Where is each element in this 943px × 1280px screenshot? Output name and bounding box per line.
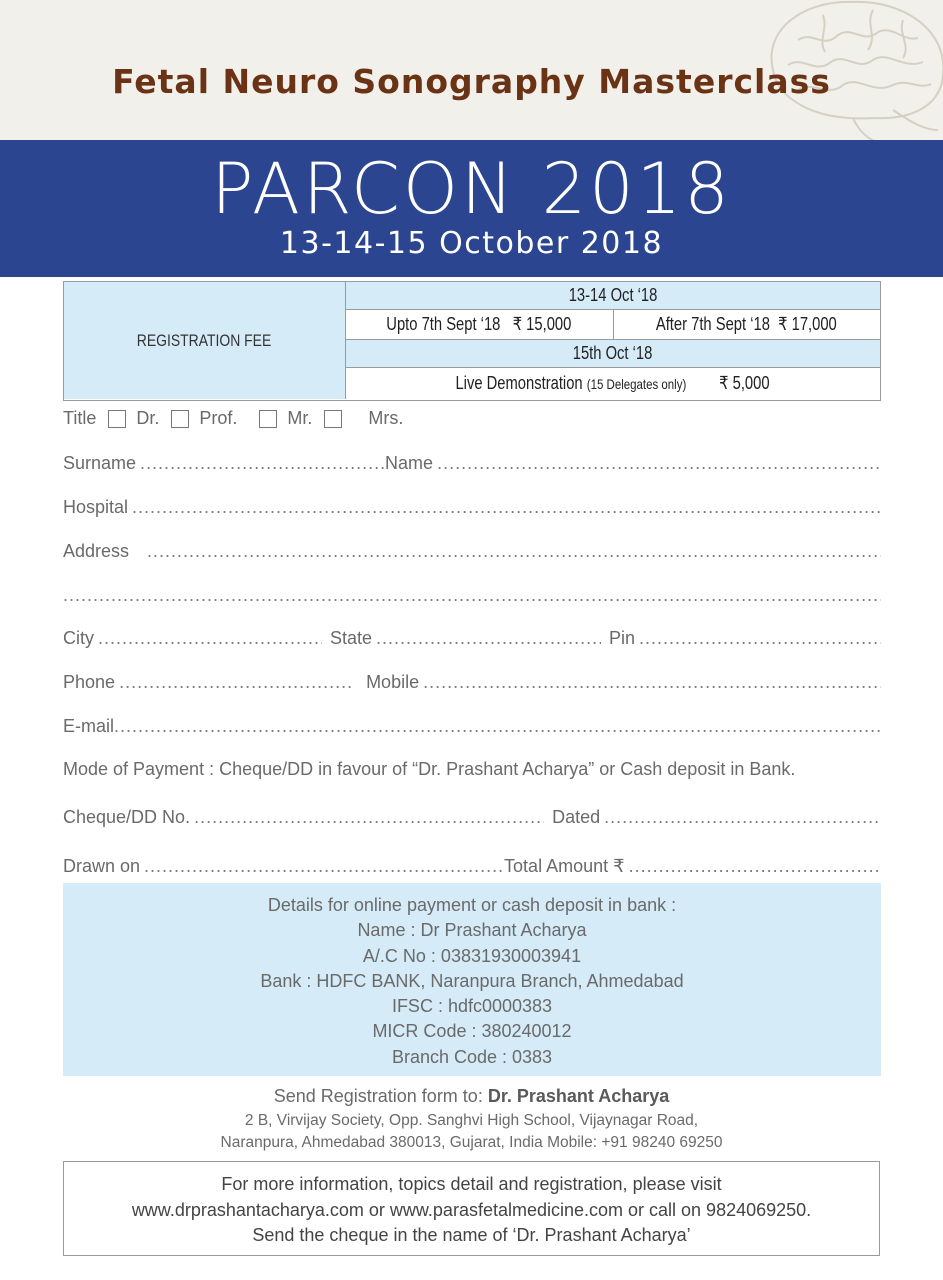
mobile-field[interactable] (423, 672, 881, 693)
info-line1: For more information, topics detail and registration, please visit (221, 1174, 722, 1194)
late-fee-cell: After 7th Sept ‘18 ₹ 17,000 (613, 310, 881, 339)
fee-early-late-row (346, 310, 880, 340)
event-title: Fetal Neuro Sonography Masterclass (112, 62, 831, 101)
title-option-prof: Prof. (199, 408, 238, 428)
surname-field[interactable] (140, 453, 385, 474)
title-selector (63, 408, 403, 429)
cheque-line (63, 807, 881, 828)
address-field-line1[interactable] (147, 541, 881, 562)
phone-line (63, 672, 881, 693)
address-label: Address (63, 541, 130, 561)
bank-micr: MICR Code : 380240012 (372, 1021, 572, 1042)
email-line (63, 716, 881, 737)
title-checkbox-mr[interactable] (259, 410, 277, 428)
name-label: Name (385, 453, 434, 473)
dated-label: Dated (552, 807, 601, 827)
title-option-dr: Dr. (136, 408, 160, 428)
address-field-line2[interactable] (63, 585, 881, 606)
title-option-mrs: Mrs. (368, 408, 404, 428)
address-line (63, 541, 881, 562)
info-line3: Send the cheque in the name of ‘Dr. Prashant Acharya’ (252, 1225, 691, 1245)
hospital-label: Hospital (63, 497, 129, 517)
more-info-box (63, 1161, 880, 1256)
conference-dates: 13-14-15 October 2018 (279, 226, 664, 261)
early-fee-cell: Upto 7th Sept ‘18 ₹ 15,000 (386, 314, 572, 334)
state-field[interactable] (376, 628, 601, 649)
hospital-line (63, 497, 881, 518)
address-line-2 (63, 585, 881, 606)
conference-banner (0, 140, 943, 277)
city-state-pin-line (63, 628, 881, 649)
title-checkbox-prof[interactable] (171, 410, 189, 428)
cheque-no-field[interactable] (194, 807, 544, 828)
title-option-mr: Mr. (287, 408, 313, 428)
send-address-line2: Naranpura, Ahmedabad 380013, Gujarat, India Mobile: +91 98240 69250 (220, 1134, 723, 1151)
bank-details-box (63, 883, 881, 1076)
drawn-on-field[interactable] (144, 856, 504, 877)
drawn-on-line (63, 856, 881, 877)
info-line2: www.drprashantacharya.com or www.parasfetalmedicine.com or call on 9824069250. (131, 1199, 812, 1220)
send-to-recipient: Dr. Prashant Acharya (487, 1086, 670, 1106)
bank-account-number: A/.C No : 03831930003941 (362, 945, 582, 966)
phone-field[interactable] (119, 672, 354, 693)
state-label: State (330, 628, 373, 648)
send-to-prefix: Send Registration form to: (273, 1086, 483, 1106)
pin-label: Pin (609, 628, 636, 648)
mobile-label: Mobile (366, 672, 420, 692)
fee-table-label: REGISTRATION FEE (64, 282, 346, 399)
bank-name: Bank : HDFC BANK, Naranpura Branch, Ahmedabad (260, 970, 684, 991)
city-label: City (63, 628, 94, 648)
name-field[interactable] (437, 453, 881, 474)
payment-mode-line (63, 759, 881, 780)
dated-field[interactable] (604, 807, 881, 828)
registration-fee-table (63, 281, 881, 401)
fee-section1-heading: 13-14 Oct ‘18 (346, 282, 880, 310)
fee-section2-heading: 15th Oct ‘18 (346, 340, 880, 368)
total-amount-label: Total Amount ₹ (504, 856, 625, 876)
total-amount-field[interactable] (629, 856, 881, 877)
city-field[interactable] (98, 628, 322, 649)
surname-label: Surname (63, 453, 137, 473)
bank-details-heading: Details for online payment or cash deposit in bank : (267, 895, 677, 915)
send-to-line (0, 1086, 943, 1107)
email-field[interactable] (114, 716, 881, 737)
send-address-line1: 2 B, Virvijay Society, Opp. Sanghvi High School, Vijaynagar Road, (244, 1112, 699, 1129)
name-line (63, 453, 881, 474)
bank-branch-code: Branch Code : 0383 (391, 1046, 553, 1067)
title-checkbox-dr[interactable] (108, 410, 126, 428)
phone-label: Phone (63, 672, 116, 692)
bank-ifsc: IFSC : hdfc0000383 (391, 996, 553, 1017)
hospital-field[interactable] (132, 497, 881, 518)
pin-field[interactable] (639, 628, 881, 649)
bank-account-name: Name : Dr Prashant Acharya (357, 920, 587, 941)
live-demo-fee-row: Live Demonstration (15 Delegates only) ₹ 5,000 (455, 373, 771, 393)
payment-mode-text: Mode of Payment : Cheque/DD in favour of “Dr. Prashant Acharya” or Cash deposit in Bank. (63, 759, 796, 779)
cheque-no-label: Cheque/DD No. (63, 807, 191, 827)
email-label: E-mail (63, 716, 115, 736)
header-band (0, 0, 943, 140)
title-checkbox-mrs[interactable] (324, 410, 342, 428)
title-label: Title (63, 408, 97, 428)
drawn-on-label: Drawn on (63, 856, 141, 876)
conference-name: PARCON 2018 (211, 148, 732, 230)
